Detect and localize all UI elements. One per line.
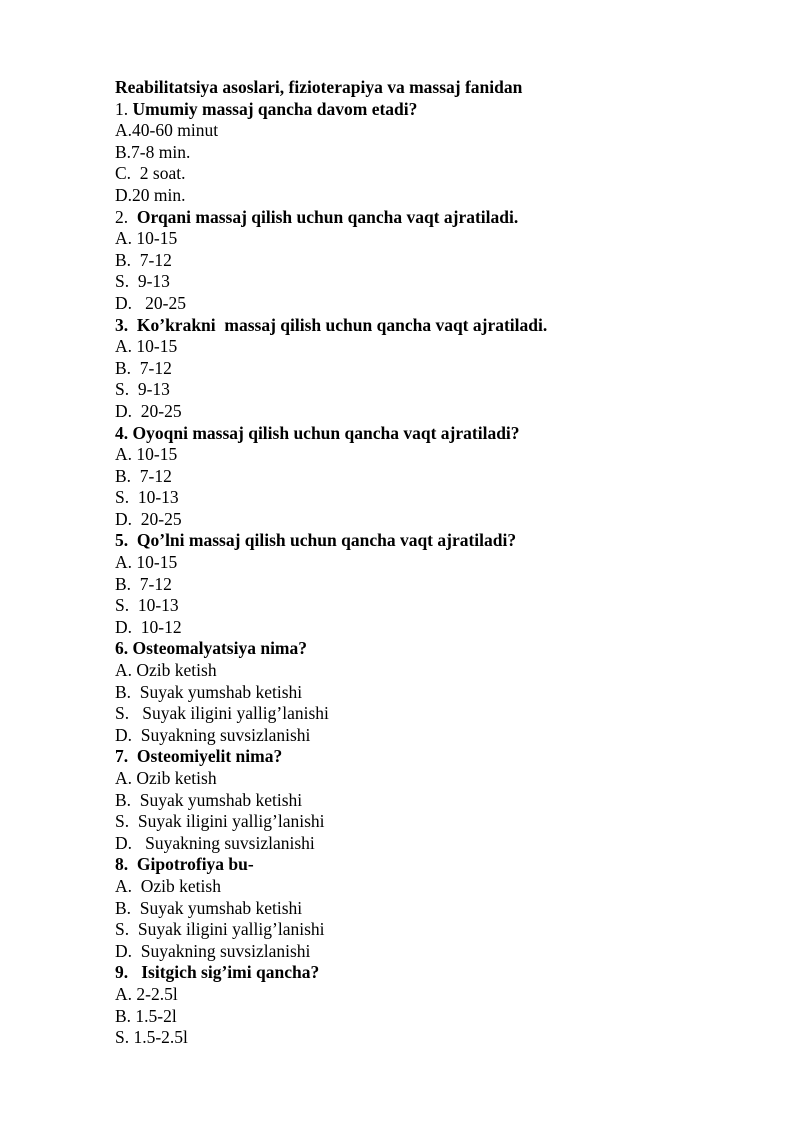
question-text: Isitgich sig’imi qancha? xyxy=(128,962,320,983)
option-5b: B. 7-12 xyxy=(115,573,172,594)
question-4 xyxy=(115,423,755,445)
option-8a: A. Ozib ketish xyxy=(115,875,221,896)
option-2a: A. 10-15 xyxy=(115,228,178,249)
question-number: 6. xyxy=(115,638,129,659)
question-5 xyxy=(115,530,755,552)
question-text: Qo’lni massaj qilish uchun qancha vaqt ajratiladi? xyxy=(128,530,517,551)
option-8b: B. Suyak yumshab ketishi xyxy=(115,897,303,918)
question-2 xyxy=(115,207,755,229)
question-number: 4. xyxy=(115,422,129,443)
option-6b: B. Suyak yumshab ketishi xyxy=(115,681,303,702)
option-8c: S. Suyak iligini yallig’lanishi xyxy=(115,919,325,940)
option-1d: D.20 min. xyxy=(115,184,186,205)
question-text: Oyoqni massaj qilish uchun qancha vaqt ajratiladi? xyxy=(128,422,520,443)
question-text: Osteomiyelit nima? xyxy=(128,746,283,767)
option-3d: D. 20-25 xyxy=(115,400,182,421)
option-4d: D. 20-25 xyxy=(115,508,182,529)
document-page xyxy=(115,77,755,1049)
option-7b: B. Suyak yumshab ketishi xyxy=(115,789,303,810)
option-9a: A. 2-2.5l xyxy=(115,983,178,1004)
option-6c: S. Suyak iligini yallig’lanishi xyxy=(115,703,329,724)
option-6d: D. Suyakning suvsizlanishi xyxy=(115,724,311,745)
question-text: Ko’krakni massaj qilish uchun qancha vaqt ajratiladi. xyxy=(128,314,548,335)
option-3c: S. 9-13 xyxy=(115,379,170,400)
option-6a: A. Ozib ketish xyxy=(115,660,217,681)
option-4c: S. 10-13 xyxy=(115,487,179,508)
option-1a: A.40-60 minut xyxy=(115,120,219,141)
option-2d: D. 20-25 xyxy=(115,292,186,313)
question-text: Gipotrofiya bu- xyxy=(128,854,254,875)
question-number: 7. xyxy=(115,746,129,767)
question-number: 3. xyxy=(115,314,129,335)
question-6 xyxy=(115,638,755,660)
question-1 xyxy=(115,99,755,121)
question-text: Umumiy massaj qancha davom etadi? xyxy=(132,98,418,119)
option-9b: B. 1.5-2l xyxy=(115,1005,177,1026)
option-9c: S. 1.5-2.5l xyxy=(115,1027,188,1048)
question-text: Orqani massaj qilish uchun qancha vaqt ajratiladi. xyxy=(128,206,519,227)
option-7d: D. Suyakning suvsizlanishi xyxy=(115,832,315,853)
option-5a: A. 10-15 xyxy=(115,552,178,573)
question-9 xyxy=(115,962,755,984)
option-5d: D. 10-12 xyxy=(115,616,182,637)
question-number: 2. xyxy=(115,206,129,227)
option-4a: A. 10-15 xyxy=(115,444,178,465)
question-number: 9. xyxy=(115,962,129,983)
option-2b: B. 7-12 xyxy=(115,249,172,270)
question-8 xyxy=(115,854,755,876)
option-2c: S. 9-13 xyxy=(115,271,170,292)
option-1b: B.7-8 min. xyxy=(115,141,191,162)
option-3a: A. 10-15 xyxy=(115,336,178,357)
question-3 xyxy=(115,315,755,337)
option-7a: A. Ozib ketish xyxy=(115,768,217,788)
question-7 xyxy=(115,746,755,768)
option-8d: D. Suyakning suvsizlanishi xyxy=(115,940,311,961)
question-text: Osteomalyatsiya nima? xyxy=(128,638,308,659)
option-5c: S. 10-13 xyxy=(115,595,179,616)
option-7c: S. Suyak iligini yallig’lanishi xyxy=(115,811,325,832)
option-3b: B. 7-12 xyxy=(115,357,172,378)
question-number: 5. xyxy=(115,530,129,551)
option-4b: B. 7-12 xyxy=(115,465,172,486)
document-title: Reabilitatsiya asoslari, fizioterapiya va massaj fanidan xyxy=(115,77,523,97)
option-1c: C. 2 soat. xyxy=(115,163,186,184)
question-number: 1. xyxy=(115,98,133,119)
question-number: 8. xyxy=(115,854,129,875)
